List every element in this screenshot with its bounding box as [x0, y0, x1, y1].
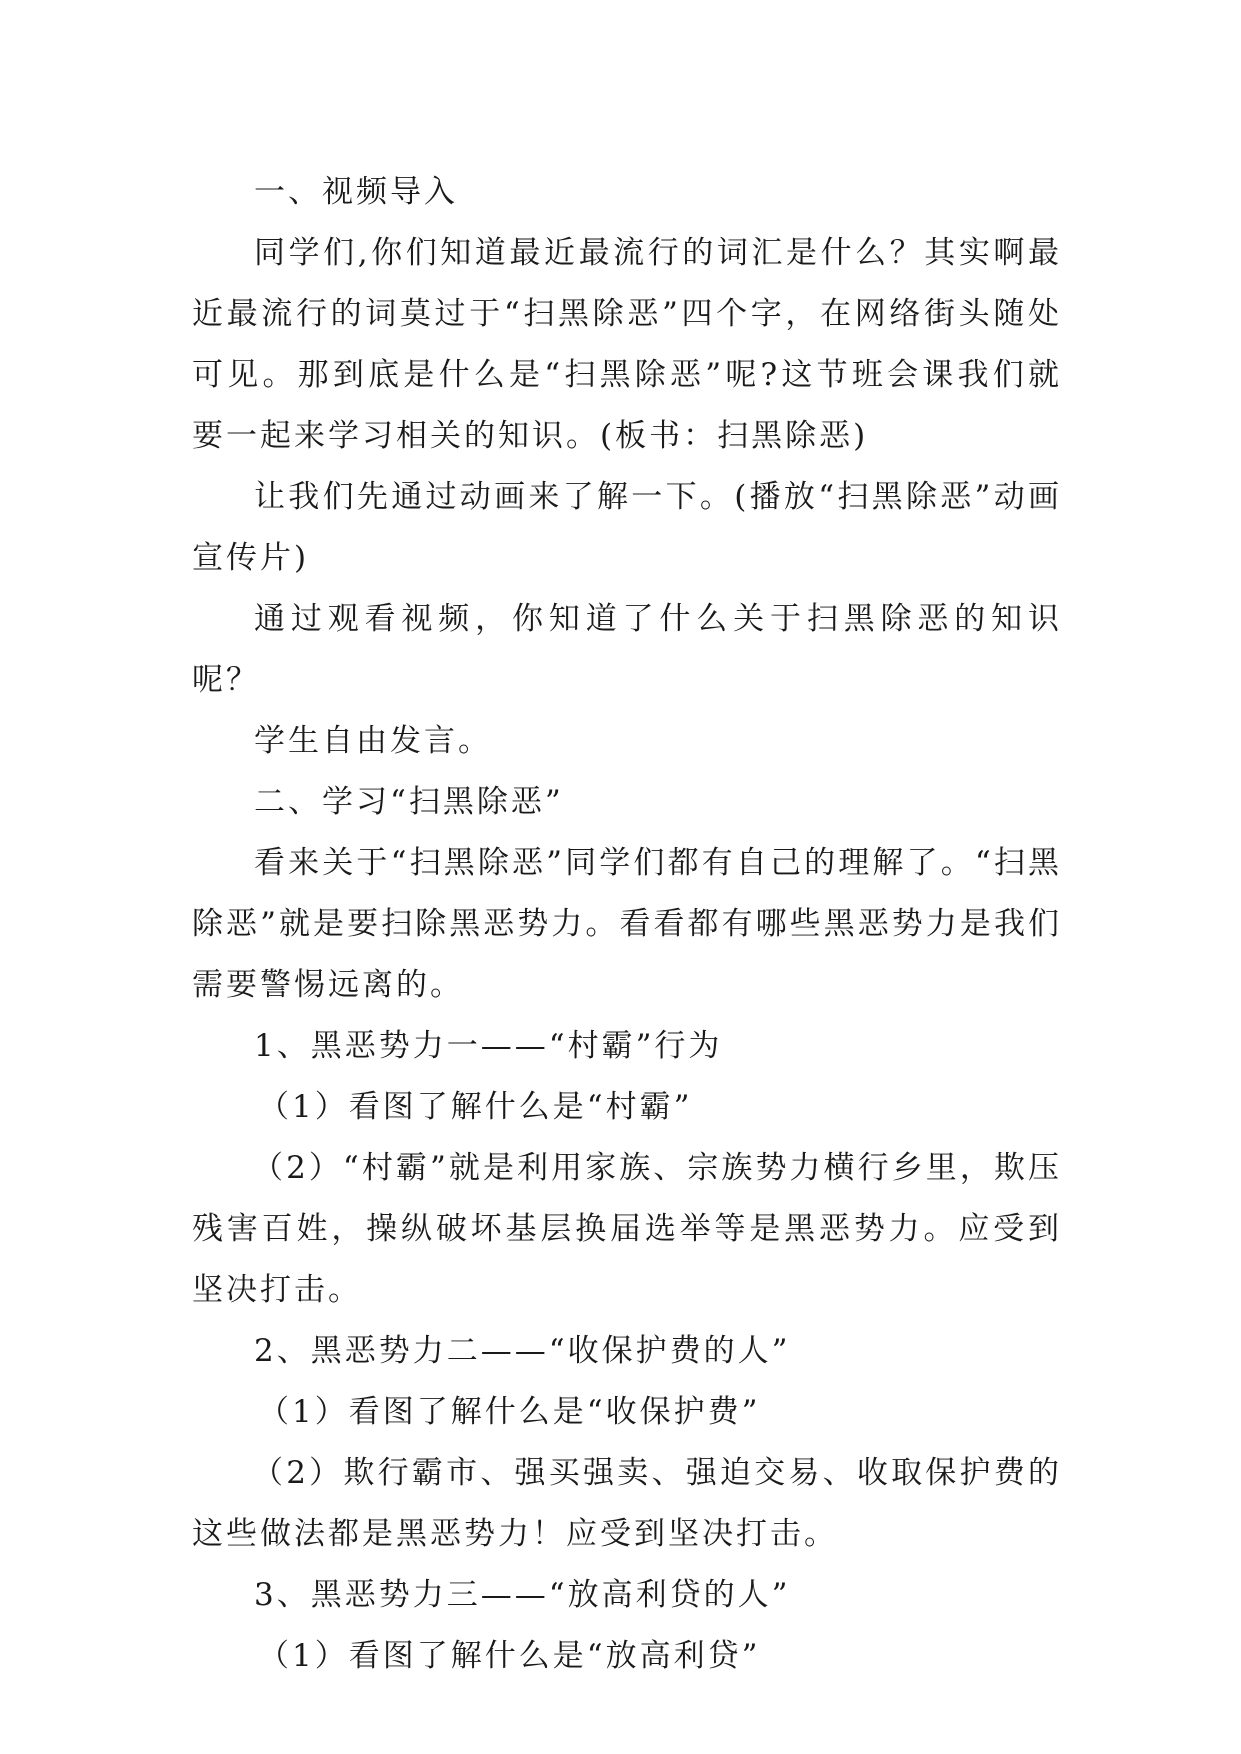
list-item: （1）看图了解什么是“收保护费”: [258, 1394, 761, 1430]
document-body: [192, 162, 1062, 1687]
paragraph: 同学们,你们知道最近最流行的词汇是什么？其实啊最近最流行的词莫过于“扫黑除恶”四个字，在网络街头随处可见。那到底是什么是“扫黑除恶”呢?这节班会课我们就要一起来学习相关的知识。(板书：扫黑除恶): [192, 235, 1062, 454]
list-item: （2）“村霸”就是利用家族、宗族势力横行乡里，欺压残害百姓，操纵破坏基层换届选举等是黑恶势力。应受到坚决打击。: [192, 1150, 1062, 1308]
subsection-heading-protection-fee: 2、黑恶势力二——“收保护费的人”: [254, 1333, 791, 1369]
subsection-heading-usury: 3、黑恶势力三——“放高利贷的人”: [254, 1577, 791, 1613]
list-item: （1）看图了解什么是“放高利贷”: [258, 1638, 761, 1674]
subsection-heading-village-bully: 1、黑恶势力一——“村霸”行为: [254, 1028, 723, 1064]
section-heading-video-intro: 一、视频导入: [254, 174, 458, 210]
paragraph: 学生自由发言。: [254, 723, 492, 759]
section-heading-learn: 二、学习“扫黑除恶”: [254, 784, 564, 820]
list-item: （1）看图了解什么是“村霸”: [258, 1089, 693, 1125]
paragraph: 让我们先通过动画来了解一下。(播放“扫黑除恶”动画宣传片): [192, 479, 1062, 576]
paragraph: 看来关于“扫黑除恶”同学们都有自己的理解了。“扫黑除恶”就是要扫除黑恶势力。看看都有哪些黑恶势力是我们需要警惕远离的。: [192, 845, 1062, 1003]
paragraph: 通过观看视频，你知道了什么关于扫黑除恶的知识呢？: [192, 601, 1062, 698]
list-item: （2）欺行霸市、强买强卖、强迫交易、收取保护费的这些做法都是黑恶势力！应受到坚决打击。: [192, 1455, 1062, 1552]
